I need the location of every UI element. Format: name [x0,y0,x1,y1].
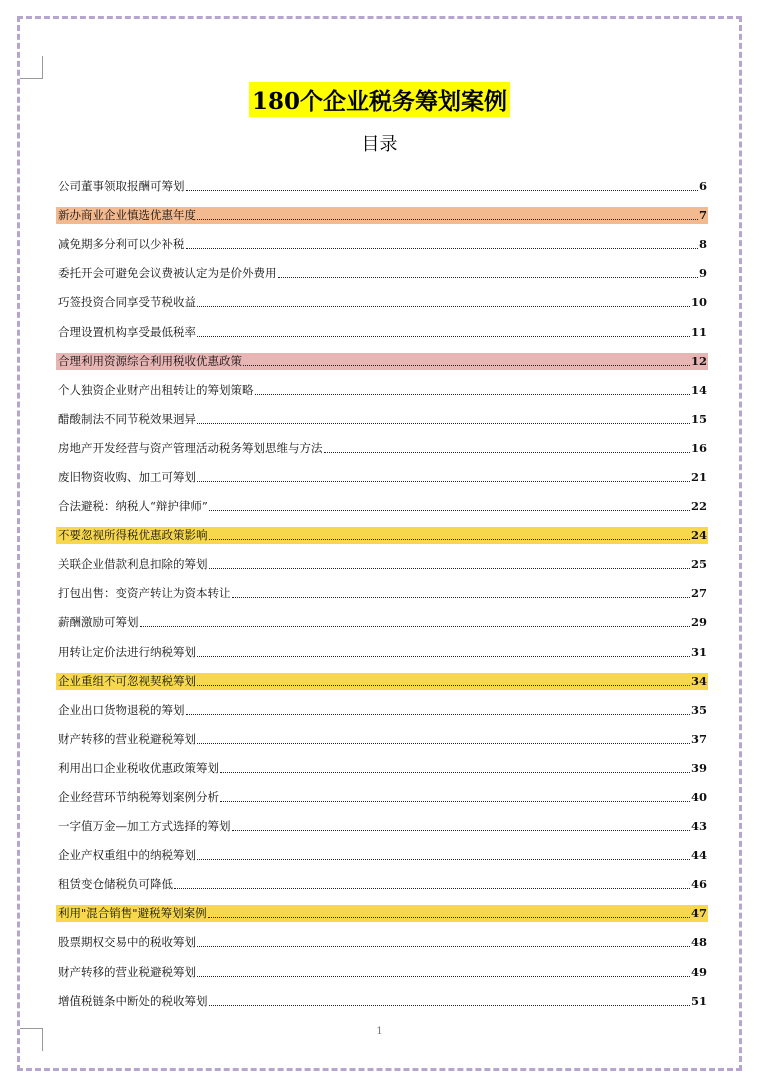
toc-entry[interactable] [56,288,708,317]
toc-entry-page: 40 [690,790,707,805]
toc-heading: 目录 [361,134,398,155]
toc-entry-page: 29 [690,615,707,630]
toc-entry[interactable] [56,841,708,870]
toc-entry[interactable] [56,317,708,346]
toc-entry-line [56,964,708,981]
toc-entry-title: 合法避税：纳税人“辩护律师” [58,499,208,514]
toc-entry-title: 废旧物资收购、加工可筹划 [58,469,196,484]
toc-entry-line [56,673,708,690]
dot-leader [197,336,690,337]
toc-entry-line [56,324,708,341]
toc-entry-page: 16 [690,440,707,455]
dot-leader [197,976,690,977]
toc-entry-line [56,702,708,719]
toc-entry-title: 企业经营环节纳税筹划案例分析 [58,790,219,805]
dot-leader [186,714,690,715]
toc-entry-page: 15 [690,411,707,426]
toc-entry-line [56,178,708,195]
toc-entry-title: 企业重组不可忽视契税筹划 [58,673,196,688]
document-title: 180个企业税务筹划案例 [249,82,510,117]
toc-entry-line [56,731,708,748]
toc-entry-title: 合理设置机构享受最低税率 [58,324,196,339]
toc-entry[interactable] [56,725,708,754]
toc-entry[interactable] [56,667,708,696]
toc-entry-page: 6 [698,179,707,194]
toc-entry-page: 22 [690,499,707,514]
toc-entry-line [56,382,708,399]
dot-leader [197,859,690,860]
toc-entry[interactable] [56,434,708,463]
toc-entry-line [56,644,708,661]
toc-entry-line [56,818,708,835]
footer-page-number: 1 [376,1026,383,1037]
toc-entry-title: 公司董事领取报酬可筹划 [58,179,185,194]
toc-entry-line [56,469,708,486]
toc-entry-title: 关联企业借款利息扣除的筹划 [58,557,208,572]
toc-entry-line [56,993,708,1010]
toc-entry-page: 11 [690,324,707,339]
toc-entry[interactable] [56,172,708,201]
dot-leader [324,452,690,453]
toc-entry[interactable] [56,754,708,783]
toc-entry-page: 37 [690,731,707,746]
toc-entry-page: 39 [690,760,707,775]
toc-entry-title: 企业出口货物退税的筹划 [58,702,185,717]
toc-entry[interactable] [56,638,708,667]
dot-leader [232,597,690,598]
toc-entry-title: 打包出售：变资产转让为资本转让 [58,586,231,601]
toc-entry-page: 34 [690,673,707,688]
toc-entry-page: 51 [690,993,707,1008]
toc-entry-line [56,789,708,806]
toc-entry-line [56,294,708,311]
dot-leader [197,481,690,482]
toc-entry[interactable] [56,812,708,841]
toc-entry-title: 一字值万金—加工方式选择的筹划 [58,819,231,834]
toc-entry-page: 43 [690,819,707,834]
toc-entry-title: 减免期多分利可以少补税 [58,237,185,252]
toc-entry[interactable] [56,463,708,492]
toc-entry-title: 企业产权重组中的纳税筹划 [58,848,196,863]
dot-leader [278,277,698,278]
toc-entry[interactable] [56,696,708,725]
dot-leader [140,626,690,627]
toc-entry-page: 35 [690,702,707,717]
toc-entry[interactable] [56,783,708,812]
toc-entry-line [56,905,708,922]
toc-entry-page: 10 [690,295,707,310]
dot-leader [209,568,690,569]
dot-leader [208,917,690,918]
toc-entry-title: 醋酸制法不同节税效果迥异 [58,411,196,426]
toc-entry-page: 27 [690,586,707,601]
toc-entry-line [56,556,708,573]
toc-entry[interactable] [56,958,708,987]
toc-entry-page: 21 [690,469,707,484]
toc-entry-line [56,236,708,253]
toc-entry[interactable] [56,899,708,928]
dot-leader [174,888,690,889]
dot-leader [197,306,690,307]
toc-entry-line [56,411,708,428]
toc-entry-title: 用转让定价法进行纳税筹划 [58,644,196,659]
toc-entry-title: 合理利用资源综合利用税收优惠政策 [58,353,242,368]
toc-entry-title: 增值税链条中断处的税收筹划 [58,993,208,1008]
dot-leader [243,365,690,366]
dot-leader [209,539,690,540]
toc-entry-page: 12 [690,353,707,368]
toc-entry-title: 财产转移的营业税避税筹划 [58,964,196,979]
toc-entry-title: 巧签投资合同享受节税收益 [58,295,196,310]
toc-entry-line [56,760,708,777]
toc-entry[interactable] [56,492,708,521]
dot-leader [197,423,690,424]
dot-leader [186,190,698,191]
toc-entry-title: 不要忽视所得税优惠政策影响 [58,528,208,543]
toc-entry-title: 利用出口企业税收优惠政策筹划 [58,760,219,775]
toc-entry-page: 31 [690,644,707,659]
corner-mark-top-left [20,56,43,79]
toc-entry[interactable] [56,230,708,259]
toc-entry-page: 48 [690,935,707,950]
toc-entry-page: 49 [690,964,707,979]
dot-leader [220,801,690,802]
toc-entry[interactable] [56,870,708,899]
toc-entry-line [56,440,708,457]
toc-entry[interactable] [56,201,708,230]
dot-leader [197,743,690,744]
dot-leader [209,510,690,511]
toc-entry-title: 薪酬激励可筹划 [58,615,139,630]
toc-entry-page: 8 [698,237,707,252]
toc-entry-title: 利用"混合销售"避税筹划案例 [58,906,207,921]
dot-leader [255,394,690,395]
toc-entry-title: 新办商业企业慎选优惠年度 [58,208,196,223]
toc-entry-line [56,614,708,631]
toc-entry[interactable] [56,987,708,1016]
toc-entry[interactable] [56,608,708,637]
toc-entry[interactable] [56,405,708,434]
dot-leader [209,1005,690,1006]
toc-entry-line [56,265,708,282]
toc-entry-page: 24 [690,528,707,543]
toc-entry-line [56,934,708,951]
toc-entry[interactable] [56,347,708,376]
toc-entry-page: 7 [698,208,707,223]
dot-leader [186,248,698,249]
toc-entry-page: 9 [698,266,707,281]
toc-entry-page: 46 [690,877,707,892]
toc-entry[interactable] [56,550,708,579]
toc-entry[interactable] [56,579,708,608]
dot-leader [232,830,690,831]
dot-leader [220,772,690,773]
toc-entry-title: 委托开会可避免会议费被认定为是价外费用 [58,266,277,281]
toc-entry-line [56,498,708,515]
toc-entry-line [56,207,708,224]
toc-entry[interactable] [56,376,708,405]
toc-entry-line [56,847,708,864]
toc-entry-title: 房地产开发经营与资产管理活动税务筹划思维与方法 [58,440,323,455]
dot-leader [197,219,698,220]
toc-entry-line [56,585,708,602]
toc-entry[interactable] [56,521,708,550]
toc-entry-title: 财产转移的营业税避税筹划 [58,731,196,746]
toc-entry-line [56,353,708,370]
toc-entry-page: 47 [690,906,707,921]
toc-entry-page: 44 [690,848,707,863]
toc-entry-line [56,527,708,544]
dot-leader [197,685,690,686]
toc-entry[interactable] [56,928,708,957]
toc-entry-line [56,876,708,893]
toc-entry[interactable] [56,259,708,288]
toc-entry-title: 租赁变仓储税负可降低 [58,877,173,892]
toc-entry-page: 25 [690,557,707,572]
table-of-contents [56,172,708,1016]
toc-entry-page: 14 [690,382,707,397]
dot-leader [197,946,690,947]
toc-entry-title: 股票期权交易中的税收筹划 [58,935,196,950]
toc-entry-title: 个人独资企业财产出租转让的筹划策略 [58,382,254,397]
dot-leader [197,656,690,657]
title-container [0,82,759,117]
